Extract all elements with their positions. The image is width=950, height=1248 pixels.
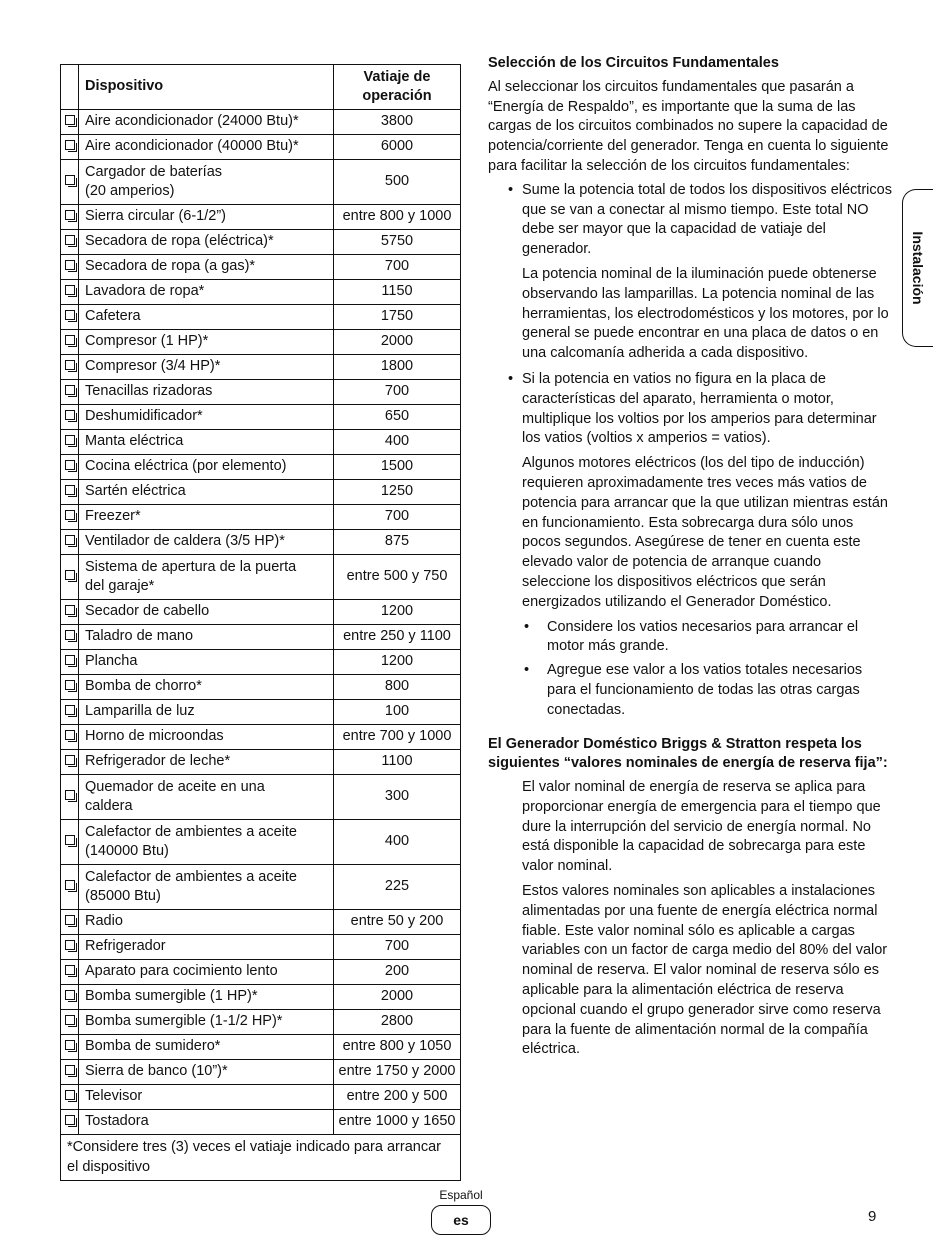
checkbox-icon[interactable] — [65, 1115, 75, 1125]
table-row — [61, 355, 461, 380]
wattage-cell: 1800 — [334, 355, 461, 380]
wattage-cell: entre 250 y 1100 — [334, 625, 461, 650]
table-row — [61, 1010, 461, 1035]
checkbox-icon[interactable] — [65, 835, 75, 845]
section-tab-label: Instalación — [910, 231, 926, 305]
device-cell: Bomba sumergible (1 HP)* — [79, 985, 334, 1010]
checkbox-cell — [61, 505, 79, 530]
device-cell: Sierra circular (6-1/2”) — [79, 205, 334, 230]
table-row — [61, 405, 461, 430]
section-tab — [902, 189, 933, 347]
table-row — [61, 110, 461, 135]
table-row — [61, 160, 461, 205]
checkbox-icon[interactable] — [65, 915, 75, 925]
checkbox-icon[interactable] — [65, 680, 75, 690]
wattage-cell: 2000 — [334, 330, 461, 355]
checkbox-icon[interactable] — [65, 435, 75, 445]
checkbox-icon[interactable] — [65, 310, 75, 320]
checkbox-icon[interactable] — [65, 285, 75, 295]
device-cell: Manta eléctrica — [79, 430, 334, 455]
table-row — [61, 985, 461, 1010]
bullet-list — [488, 181, 893, 721]
checkbox-cell — [61, 700, 79, 725]
device-cell: Compresor (1 HP)* — [79, 330, 334, 355]
checkbox-icon[interactable] — [65, 605, 75, 615]
device-cell: Secador de cabello — [79, 600, 334, 625]
table-row — [61, 650, 461, 675]
table-row — [61, 430, 461, 455]
checkbox-icon[interactable] — [65, 705, 75, 715]
device-cell: Horno de microondas — [79, 725, 334, 750]
list-item — [488, 370, 893, 721]
bullet-text: • Si la potencia en vatios no figura en la placa de características del aparato, herramienta o motor, multiplique los voltios por los amperios para determinar los vatios (voltios x amperios = vatios). — [522, 370, 877, 447]
wattage-cell: 1200 — [334, 600, 461, 625]
checkbox-cell — [61, 305, 79, 330]
checkbox-icon[interactable] — [65, 210, 75, 220]
table-row — [61, 1085, 461, 1110]
table-row — [61, 280, 461, 305]
wattage-cell: 6000 — [334, 135, 461, 160]
table-header — [61, 65, 461, 110]
section-intro: Al seleccionar los circuitos fundamentales que pasarán a “Energía de Respaldo”, es importante que la suma de las cargas de los circuitos combinados no supere la capacidad de potencia/corriente del generador. Tenga en cuenta lo siguiente para facilitar la selección de los circuitos fundamentales: — [488, 78, 889, 174]
table-row — [61, 600, 461, 625]
checkbox-icon[interactable] — [65, 410, 75, 420]
wattage-cell: entre 50 y 200 — [334, 910, 461, 935]
device-cell: Secadora de ropa (a gas)* — [79, 255, 334, 280]
table-row — [61, 1035, 461, 1060]
table-row — [61, 135, 461, 160]
table-row — [61, 725, 461, 750]
device-cell: Aire acondicionador (40000 Btu)* — [79, 135, 334, 160]
checkbox-icon[interactable] — [65, 485, 75, 495]
table-row — [61, 910, 461, 935]
checkbox-cell — [61, 1010, 79, 1035]
table-row — [61, 865, 461, 910]
device-cell: Plancha — [79, 650, 334, 675]
table-row — [61, 205, 461, 230]
checkbox-icon[interactable] — [65, 260, 75, 270]
checkbox-cell — [61, 675, 79, 700]
wattage-cell: entre 1000 y 1650 — [334, 1110, 461, 1135]
checkbox-icon[interactable] — [65, 1090, 75, 1100]
wattage-cell: 875 — [334, 530, 461, 555]
device-cell: Lavadora de ropa* — [79, 280, 334, 305]
checkbox-icon[interactable] — [65, 880, 75, 890]
wattage-cell: 1150 — [334, 280, 461, 305]
checkbox-cell — [61, 725, 79, 750]
checkbox-icon[interactable] — [65, 235, 75, 245]
wattage-cell: 225 — [334, 865, 461, 910]
device-cell: Cocina eléctrica (por elemento) — [79, 455, 334, 480]
table-row — [61, 330, 461, 355]
checkbox-cell — [61, 405, 79, 430]
checkbox-icon[interactable] — [65, 140, 75, 150]
table-row — [61, 960, 461, 985]
checkbox-icon[interactable] — [65, 630, 75, 640]
checkbox-header — [61, 65, 79, 110]
checkbox-cell — [61, 935, 79, 960]
wattage-header: Vatiaje de operación — [334, 65, 461, 110]
wattage-cell: 100 — [334, 700, 461, 725]
checkbox-cell — [61, 480, 79, 505]
checkbox-cell — [61, 750, 79, 775]
checkbox-icon[interactable] — [65, 175, 75, 185]
checkbox-icon[interactable] — [65, 1015, 75, 1025]
wattage-cell: entre 700 y 1000 — [334, 725, 461, 750]
checkbox-cell — [61, 775, 79, 820]
checkbox-cell — [61, 960, 79, 985]
table-row — [61, 380, 461, 405]
table-row — [61, 255, 461, 280]
device-cell: Televisor — [79, 1085, 334, 1110]
checkbox-cell — [61, 1085, 79, 1110]
checkbox-icon[interactable] — [65, 570, 75, 580]
checkbox-icon[interactable] — [65, 510, 75, 520]
table-row — [61, 230, 461, 255]
device-cell: Ventilador de caldera (3/5 HP)* — [79, 530, 334, 555]
checkbox-cell — [61, 985, 79, 1010]
checkbox-cell — [61, 650, 79, 675]
checkbox-cell — [61, 135, 79, 160]
wattage-cell: entre 500 y 750 — [334, 555, 461, 600]
list-item: • Considere los vatios necesarios para arrancar el motor más grande. — [522, 618, 893, 658]
wattage-cell: 1200 — [334, 650, 461, 675]
page-number: 9 — [868, 1208, 877, 1225]
checkbox-cell — [61, 280, 79, 305]
checkbox-icon[interactable] — [65, 335, 75, 345]
checkbox-cell — [61, 600, 79, 625]
list-item — [488, 181, 893, 364]
table-row — [61, 505, 461, 530]
device-header: Dispositivo — [79, 65, 334, 110]
table-row — [61, 530, 461, 555]
table-row — [61, 480, 461, 505]
device-cell: Cafetera — [79, 305, 334, 330]
language-label: Español — [439, 1188, 483, 1202]
ratings-paragraph: El valor nominal de energía de reserva se aplica para proporcionar energía de emergencia para el tiempo que dure la interrupción del servicio de energía normal. No está disponible la capacidad de sobrecarga para este valor nominal. — [522, 779, 881, 875]
wattage-cell: entre 800 y 1050 — [334, 1035, 461, 1060]
table-row — [61, 455, 461, 480]
wattage-cell: 400 — [334, 430, 461, 455]
wattage-cell: entre 200 y 500 — [334, 1085, 461, 1110]
device-cell: Sistema de apertura de la puerta del garaje* — [79, 555, 334, 600]
checkbox-icon[interactable] — [65, 730, 75, 740]
checkbox-cell — [61, 430, 79, 455]
checkbox-cell — [61, 1110, 79, 1135]
device-cell: Taladro de mano — [79, 625, 334, 650]
device-cell: Bomba sumergible (1-1/2 HP)* — [79, 1010, 334, 1035]
bullet-subtext: Algunos motores eléctricos (los del tipo de inducción) requieren aproximadamente tres veces más vatios de potencia para arrancar que la que utilizan mientras están en funcionamiento. Esta sobrecarga dura sólo unos pocos segundos. Asegúrese de tener en cuenta este elevado valor de potencia de arranque cuando seleccione los dispositivos eléctricos que serán energizados utilizando el Generador Doméstico. — [522, 455, 888, 610]
wattage-cell: 700 — [334, 380, 461, 405]
checkbox-icon[interactable] — [65, 460, 75, 470]
checkbox-icon[interactable] — [65, 1040, 75, 1050]
table-row — [61, 1060, 461, 1085]
device-cell: Aire acondicionador (24000 Btu)* — [79, 110, 334, 135]
device-cell: Lamparilla de luz — [79, 700, 334, 725]
ratings-paragraph: Estos valores nominales son aplicables a instalaciones alimentadas por una fuente de energía eléctrica normal fiable. Este valor nominal sólo es aplicable a cargas variables con un factor de carga medio del 80% del valor nominal de reserva. El valor nominal de reserva sólo es aplicable para la alimentación eléctrica de reserva opcional cuando el grupo generador sirve como reserva para la fuente de alimentación normal de la compañía eléctrica. — [522, 883, 888, 1058]
checkbox-icon[interactable] — [65, 755, 75, 765]
device-cell: Radio — [79, 910, 334, 935]
wattage-cell: 700 — [334, 505, 461, 530]
wattage-cell: 700 — [334, 255, 461, 280]
checkbox-cell — [61, 1035, 79, 1060]
checkbox-cell — [61, 110, 79, 135]
table-row — [61, 625, 461, 650]
wattage-cell: entre 800 y 1000 — [334, 205, 461, 230]
footnote-row — [61, 1135, 461, 1181]
checkbox-cell — [61, 355, 79, 380]
section-title-ratings: El Generador Doméstico Briggs & Stratton respeta los siguientes “valores nominales de energía de reserva fija”: — [488, 735, 888, 772]
checkbox-cell — [61, 330, 79, 355]
wattage-cell: 400 — [334, 820, 461, 865]
device-cell: Deshumidificador* — [79, 405, 334, 430]
table-row — [61, 700, 461, 725]
table-row — [61, 775, 461, 820]
wattage-cell: 1250 — [334, 480, 461, 505]
wattage-table — [60, 64, 461, 1181]
checkbox-icon[interactable] — [65, 115, 75, 125]
right-column — [488, 54, 893, 1060]
checkbox-icon[interactable] — [65, 1065, 75, 1075]
device-cell: Tenacillas rizadoras — [79, 380, 334, 405]
bullet-text: • Sume la potencia total de todos los dispositivos eléctricos que se van a conectar al mismo tiempo. Este total NO debe ser mayor que la capacidad de vatiaje del generador. — [522, 181, 892, 258]
device-cell: Tostadora — [79, 1110, 334, 1135]
checkbox-cell — [61, 555, 79, 600]
language-badge: es — [431, 1205, 491, 1235]
device-cell: Calefactor de ambientes a aceite (140000 Btu) — [79, 820, 334, 865]
table-row — [61, 1110, 461, 1135]
checkbox-icon[interactable] — [65, 385, 75, 395]
device-cell: Bomba de sumidero* — [79, 1035, 334, 1060]
device-cell: Aparato para cocimiento lento — [79, 960, 334, 985]
checkbox-cell — [61, 1060, 79, 1085]
checkbox-cell — [61, 625, 79, 650]
wattage-cell: 1500 — [334, 455, 461, 480]
checkbox-icon[interactable] — [65, 990, 75, 1000]
wattage-cell: 1100 — [334, 750, 461, 775]
checkbox-cell — [61, 530, 79, 555]
table-row — [61, 555, 461, 600]
wattage-cell: 500 — [334, 160, 461, 205]
device-cell: Quemador de aceite en una caldera — [79, 775, 334, 820]
checkbox-cell — [61, 160, 79, 205]
wattage-cell: 1750 — [334, 305, 461, 330]
list-item: • Agregue ese valor a los vatios totales necesarios para el funcionamiento de todas las otras cargas conectadas. — [522, 661, 893, 720]
wattage-cell: 300 — [334, 775, 461, 820]
checkbox-icon[interactable] — [65, 535, 75, 545]
device-cell: Freezer* — [79, 505, 334, 530]
checkbox-cell — [61, 455, 79, 480]
device-cell: Compresor (3/4 HP)* — [79, 355, 334, 380]
wattage-cell: 650 — [334, 405, 461, 430]
wattage-cell: 2800 — [334, 1010, 461, 1035]
device-cell: Refrigerador — [79, 935, 334, 960]
wattage-cell: 200 — [334, 960, 461, 985]
sub-bullet-list — [522, 618, 893, 721]
wattage-cell: entre 1750 y 2000 — [334, 1060, 461, 1085]
wattage-cell: 700 — [334, 935, 461, 960]
device-cell: Cargador de baterías (20 amperios) — [79, 160, 334, 205]
table-row — [61, 305, 461, 330]
checkbox-cell — [61, 205, 79, 230]
table-row — [61, 750, 461, 775]
checkbox-cell — [61, 230, 79, 255]
table-row — [61, 820, 461, 865]
bullet-subtext: La potencia nominal de la iluminación puede obtenerse observando las lamparillas. La potencia nominal de las herramientas, los electrodomésticos y los motores, por lo general se puede encontrar en una placa de datos o en una calcomanía adherida a cada dispositivo. — [522, 265, 889, 362]
checkbox-cell — [61, 865, 79, 910]
checkbox-icon[interactable] — [65, 655, 75, 665]
checkbox-icon[interactable] — [65, 965, 75, 975]
device-cell: Refrigerador de leche* — [79, 750, 334, 775]
table-row — [61, 675, 461, 700]
device-cell: Secadora de ropa (eléctrica)* — [79, 230, 334, 255]
device-cell: Calefactor de ambientes a aceite (85000 Btu) — [79, 865, 334, 910]
wattage-cell: 3800 — [334, 110, 461, 135]
wattage-cell: 2000 — [334, 985, 461, 1010]
table-row — [61, 935, 461, 960]
device-cell: Sierra de banco (10”)* — [79, 1060, 334, 1085]
device-cell: Sartén eléctrica — [79, 480, 334, 505]
checkbox-cell — [61, 910, 79, 935]
table-footnote: *Considere tres (3) veces el vatiaje indicado para arrancar el dispositivo — [61, 1135, 461, 1181]
checkbox-cell — [61, 820, 79, 865]
checkbox-icon[interactable] — [65, 940, 75, 950]
section-title-circuits: Selección de los Circuitos Fundamentales — [488, 55, 779, 71]
wattage-cell: 800 — [334, 675, 461, 700]
checkbox-icon[interactable] — [65, 360, 75, 370]
table-body — [61, 110, 461, 1135]
checkbox-icon[interactable] — [65, 790, 75, 800]
device-cell: Bomba de chorro* — [79, 675, 334, 700]
checkbox-cell — [61, 380, 79, 405]
checkbox-cell — [61, 255, 79, 280]
wattage-cell: 5750 — [334, 230, 461, 255]
